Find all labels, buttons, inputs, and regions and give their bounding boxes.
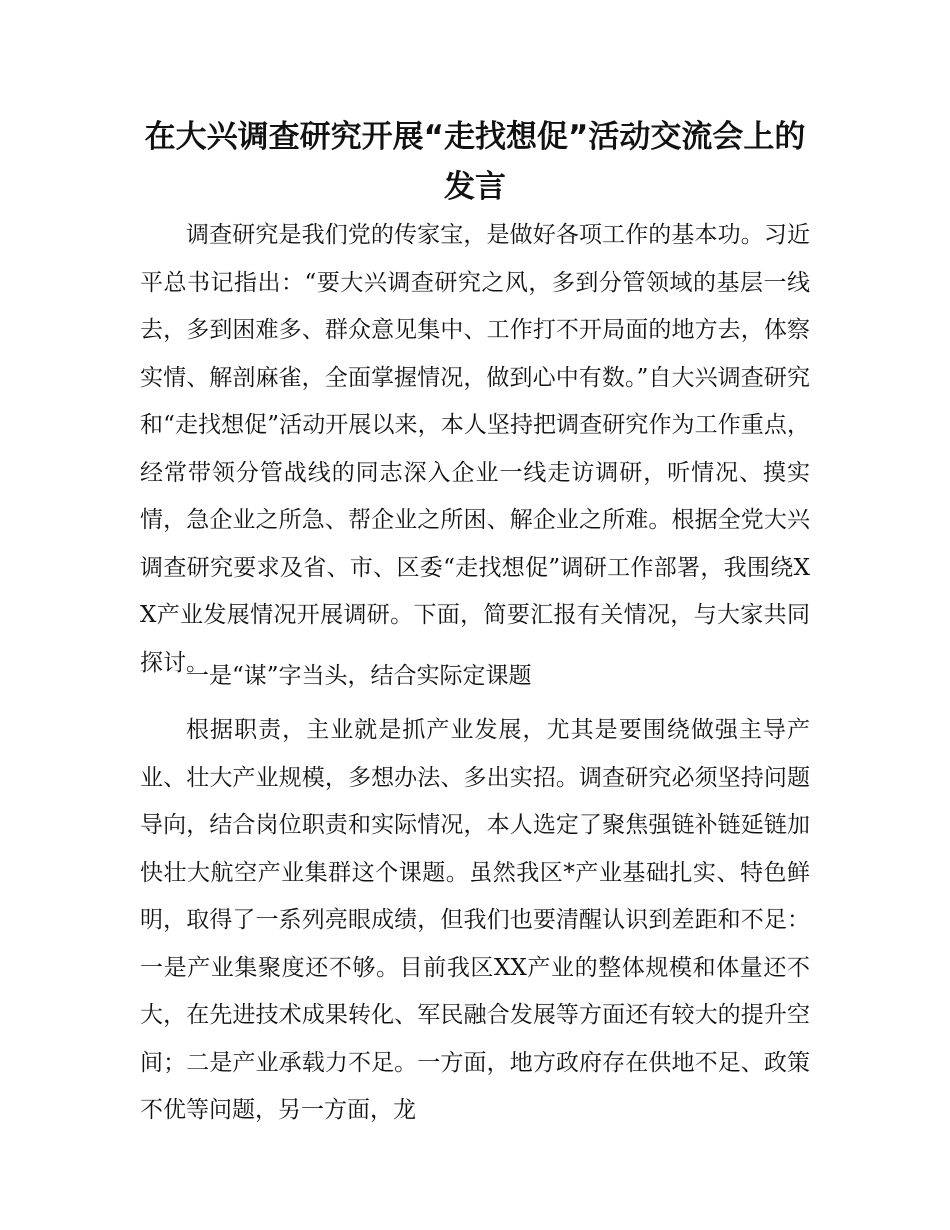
section-paragraph: 根据职责，主业就是抓产业发展，尤其是要围绕做强主导产业、壮大产业规模，多想办法、多出实招。调查研究必须坚持问题导向，结合岗位职责和实际情况，本人选定了聚焦强链补链延链加快壮大航空产业集群这个课题。虽然我区*产业基础扎实、特色鲜明，取得了一系列亮眼成绩，但我们也要清醒认识到差距和不足：一是产业集聚度还不够。目前我区XX产业的整体规模和体量还不大，在先进技术成果转化、军民融合发展等方面还有较大的提升空间；二是产业承载力不足。一方面，地方政府存在供地不足、政策不优等问题，另一方面，龙 [140, 717, 810, 1123]
intro-paragraph: 调查研究是我们党的传家宝，是做好各项工作的基本功。习近平总书记指出：“要大兴调查研究之风，多到分管领域的基层一线去，多到困难多、群众意见集中、工作打不开局面的地方去，体察实情、解剖麻雀，全面掌握情况，做到心中有数。”自大兴调查研究和“走找想促”活动开展以来，本人坚持把调查研究作为工作重点，经常带领分管战线的同志深入企业一线走访调研，听情况、摸实情，急企业之所急、帮企业之所困、解企业之所难。根据全党大兴调查研究要求及省、市、区委“走找想促”调研工作部署，我围绕XX产业发展情况开展调研。下面，简要汇报有关情况，与大家共同探讨。 [140, 222, 810, 676]
section-heading: 一是“谋”字当头，结合实际定课题 [186, 663, 532, 689]
document-title: 在大兴调查研究开展“走找想促”活动交流会上的发言 [144, 119, 806, 205]
